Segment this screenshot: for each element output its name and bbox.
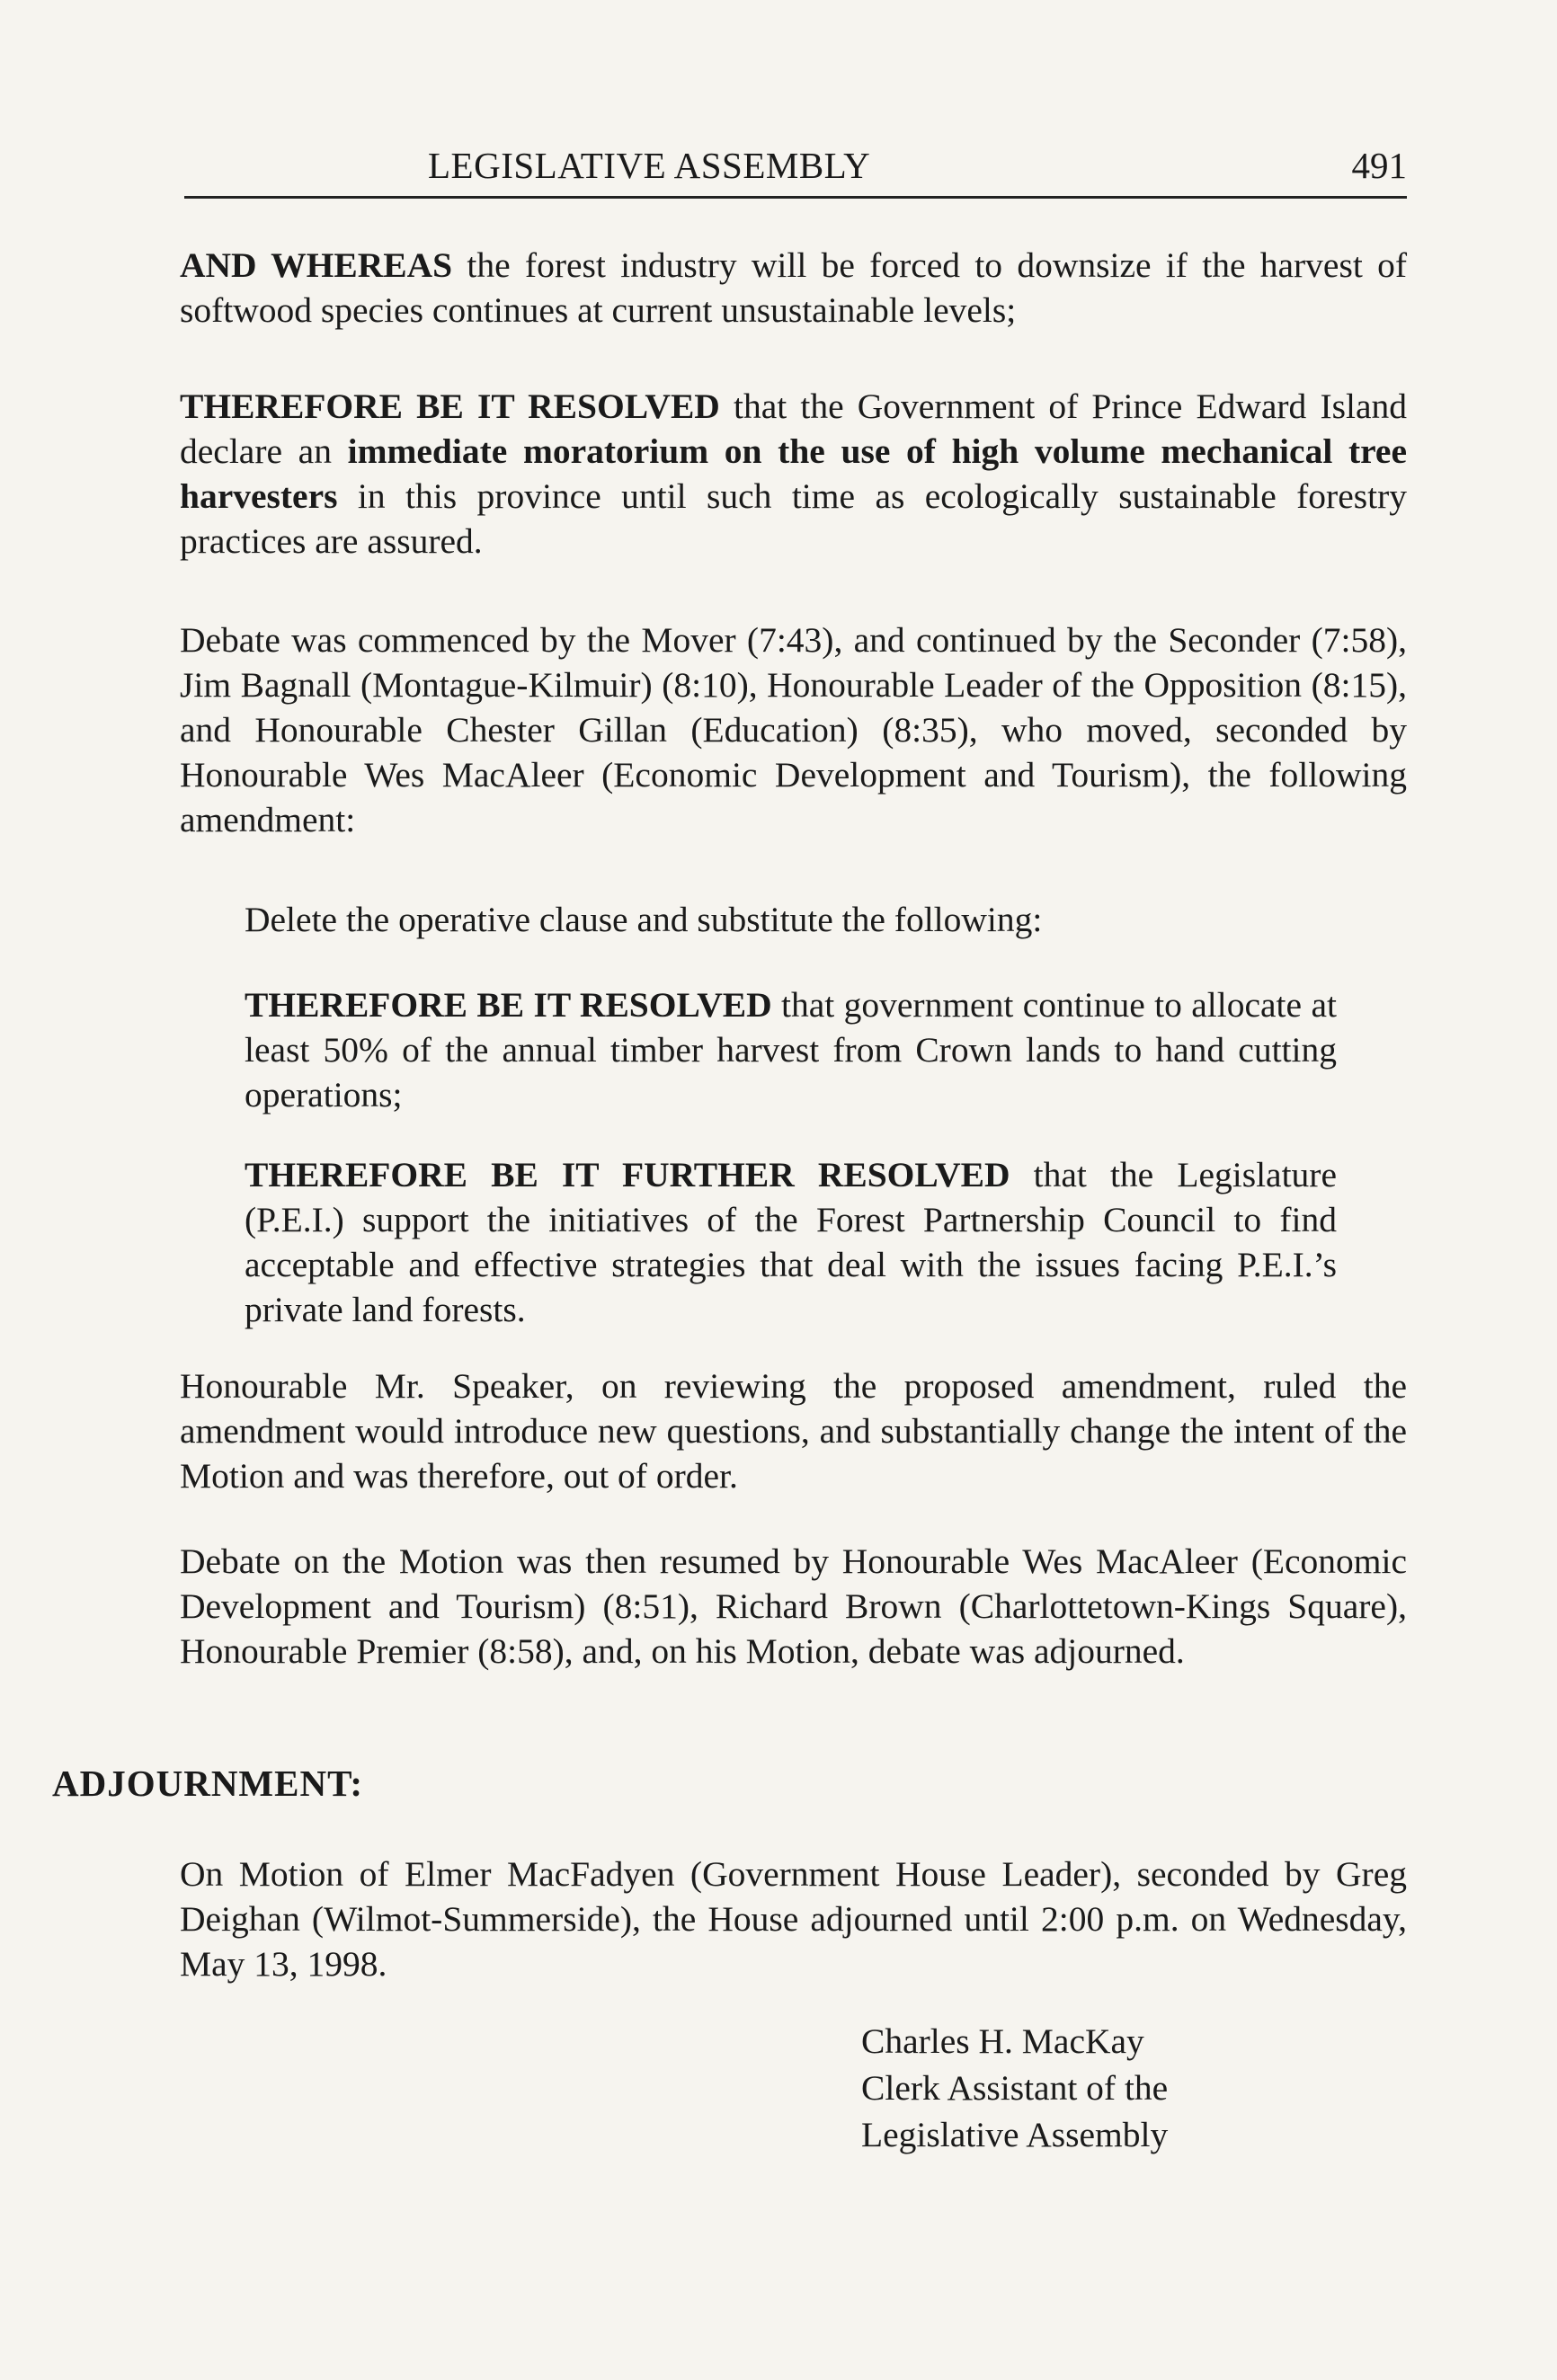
resolution-bold-phrase: immediate moratorium on the use of high volume mechanical tree harvesters (180, 431, 1407, 516)
adjournment-text: On Motion of Elmer MacFadyen (Government House Leader), seconded by Greg Deighan (Wilmot-Summerside), the House adjourned until 2:00 p.m. on Wednesday, May 13, 1998. (180, 1854, 1407, 1984)
page-header (184, 135, 1407, 189)
resumed-debate-paragraph (180, 1539, 1407, 1674)
signatory-name: Charles H. MacKay (861, 2021, 1144, 2061)
amendment-2-text: that the Legislature (P.E.I.) support the initiatives of the Forest Partnership Council to find acceptable and effective strategies that deal with the issues facing P.E.I.’s private land forests. (245, 1155, 1337, 1329)
debate-paragraph (180, 617, 1407, 842)
resolution-text-2: in this province until such time as ecologically sustainable forestry practices are assured. (180, 476, 1407, 561)
adjournment-paragraph (180, 1852, 1407, 1986)
amendment-1-text: that government continue to allocate at least 50% of the annual timber harvest from Crown lands to hand cutting operations; (245, 985, 1337, 1115)
whereas-paragraph (180, 243, 1407, 333)
resolution-paragraph (180, 384, 1407, 564)
debate-text: Debate was commenced by the Mover (7:43), and continued by the Seconder (7:58), Jim Bagnall (Montague-Kilmuir) (8:10), Honourable Leader of the Opposition (8:15), and Honourable Chester Gillan (Education) (8:35), who moved, seconded by Honourable Wes MacAleer (Economic Development and Tourism), the following amendment: (180, 620, 1407, 839)
amendment-intro (245, 897, 1337, 942)
speaker-ruling-text: Honourable Mr. Speaker, on reviewing the proposed amendment, ruled the amendment would introduce new questions, and substantially change the intent of the Motion and was therefore, out of order. (180, 1366, 1407, 1496)
signature-block (861, 2018, 1168, 2158)
running-title: LEGISLATIVE ASSEMBLY (428, 145, 871, 186)
page-number: 491 (1351, 145, 1407, 186)
adjournment-heading: ADJOURNMENT: (52, 1763, 364, 1804)
amendment-2-lead: THEREFORE BE IT FURTHER RESOLVED (245, 1155, 1010, 1194)
whereas-lead: AND WHEREAS (180, 245, 453, 285)
header-rule (184, 196, 1407, 199)
amendment-clause-1 (245, 982, 1337, 1117)
whereas-text: the forest industry will be forced to downsize if the harvest of softwood species continues at current unsustainable levels; (180, 245, 1407, 330)
resolution-text-1: that the Government of Prince Edward Island declare an (180, 386, 1407, 471)
amendment-1-lead: THEREFORE BE IT RESOLVED (245, 985, 772, 1025)
resumed-debate-text: Debate on the Motion was then resumed by Honourable Wes MacAleer (Economic Development and Tourism) (8:51), Richard Brown (Charlottetown-Kings Square), Honourable Premier (8:58), and, on his Motion, debate was adjourned. (180, 1541, 1407, 1671)
signatory-title-line-1: Clerk Assistant of the (861, 2068, 1169, 2108)
amendment-clause-2 (245, 1152, 1337, 1332)
amendment-intro-text: Delete the operative clause and substitute the following: (245, 900, 1043, 939)
resolution-lead: THEREFORE BE IT RESOLVED (180, 386, 720, 426)
speaker-ruling-paragraph (180, 1363, 1407, 1498)
signatory-title-line-2: Legislative Assembly (861, 2115, 1169, 2154)
